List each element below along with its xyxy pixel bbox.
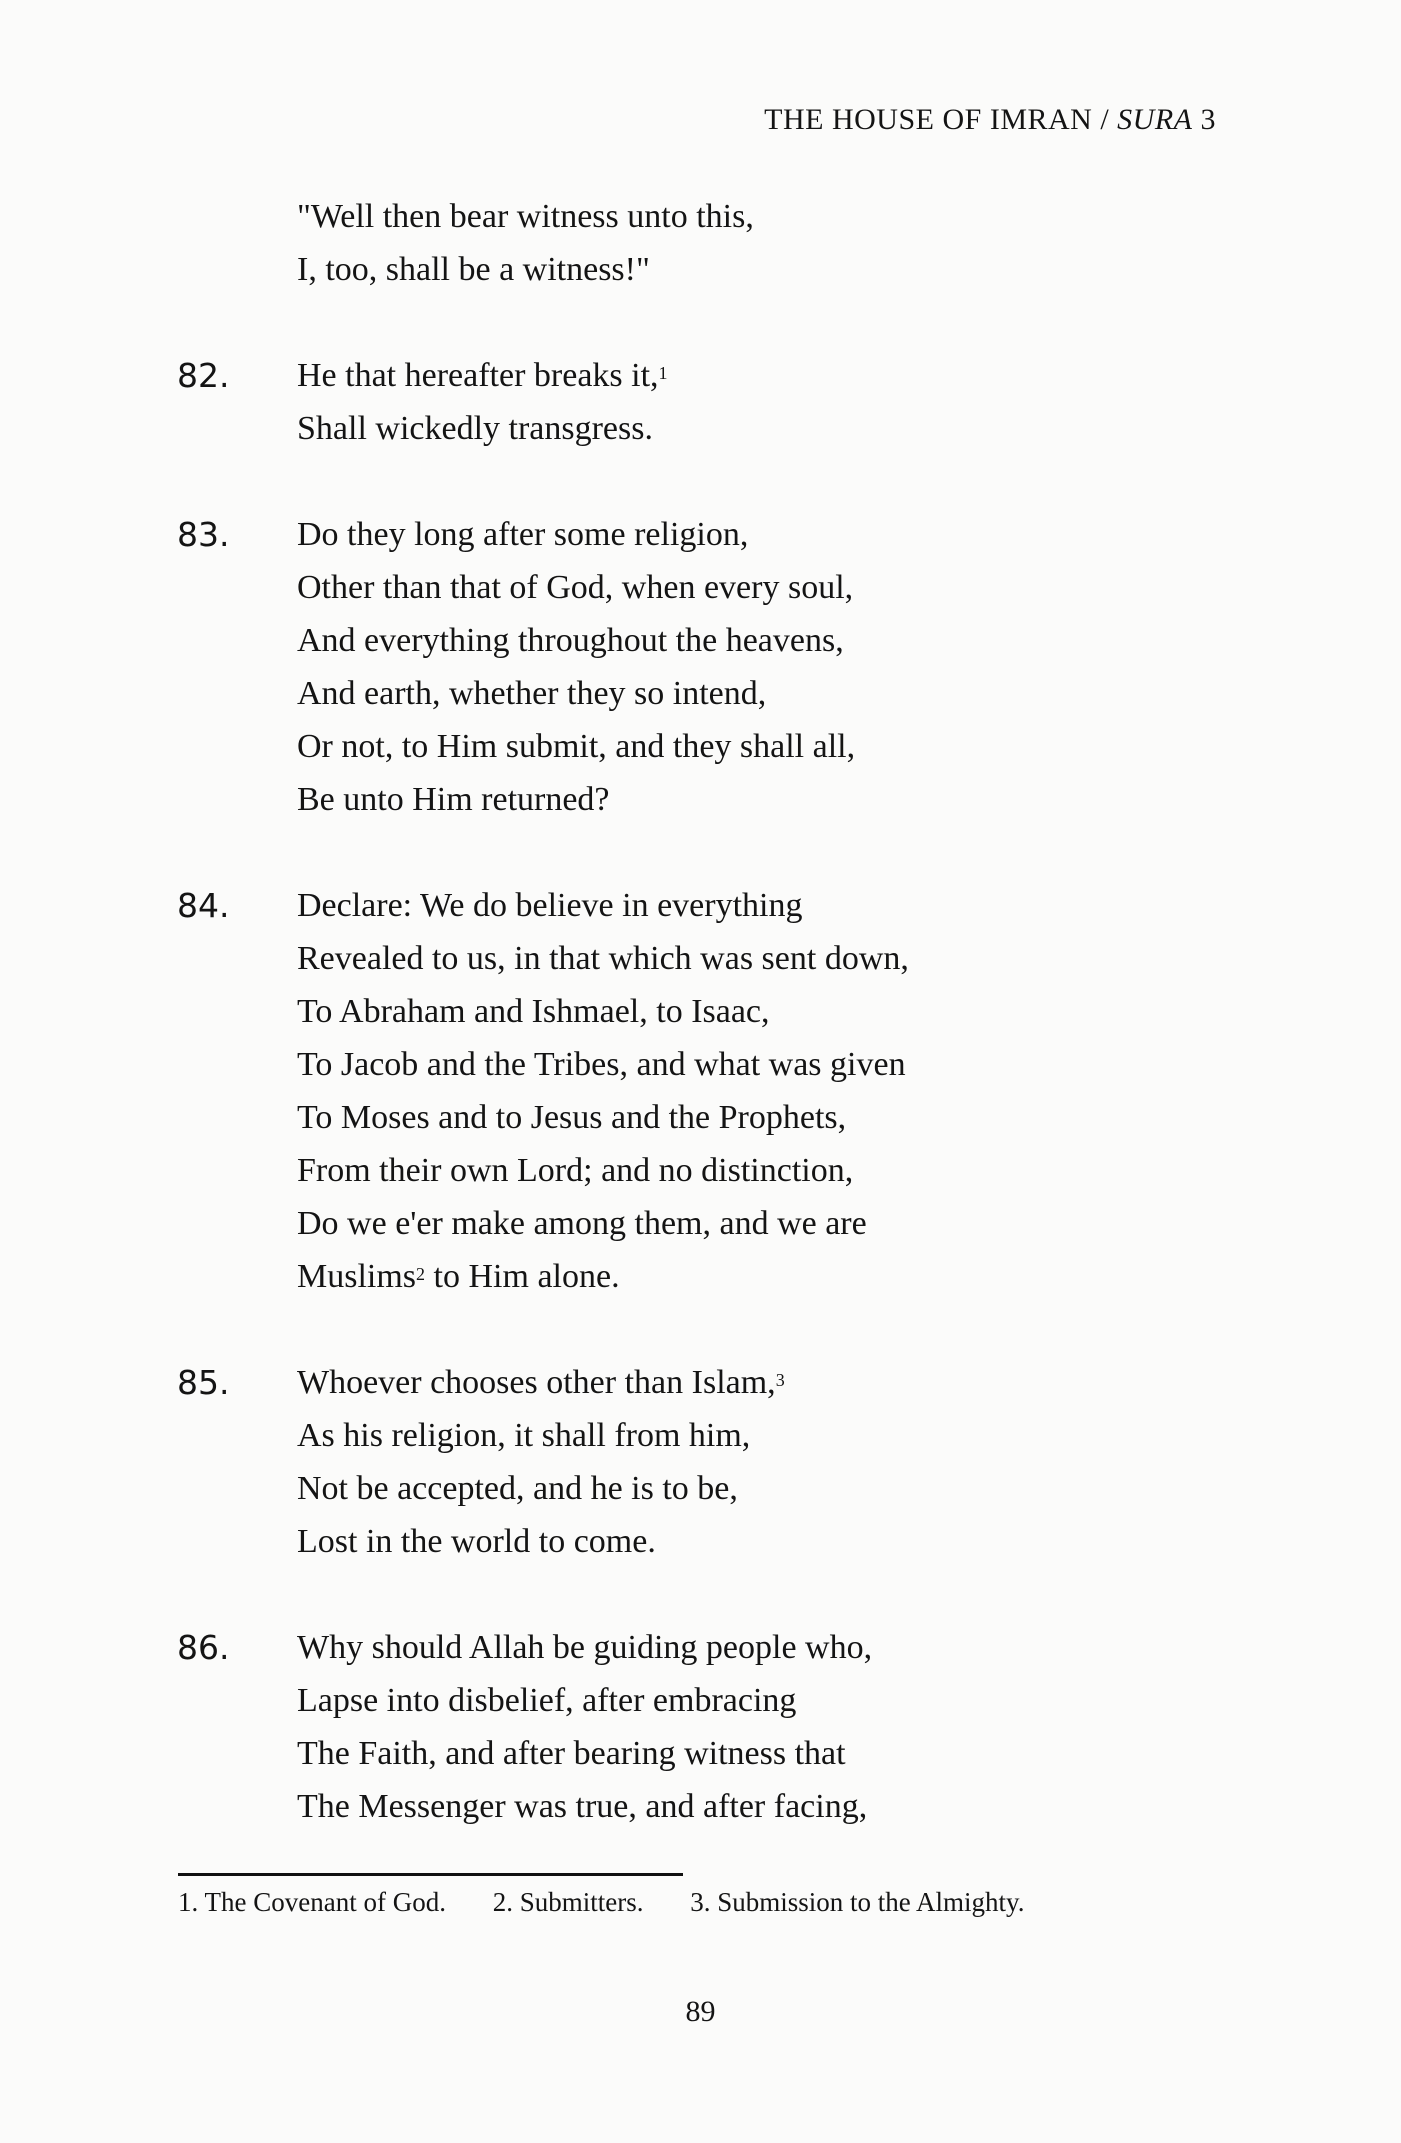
footnote-3: 3. Submission to the Almighty. <box>690 1887 1025 1917</box>
verse-line-text: to Him alone. <box>433 1258 620 1295</box>
verse-line-text: To Jacob and the Tribes, and what was given <box>297 1046 906 1083</box>
verse-line <box>297 1674 1401 1727</box>
footnote-rule <box>178 1873 683 1876</box>
verse-line-text: Revealed to us, in that which was sent down, <box>297 940 909 977</box>
verse-line <box>297 1409 1401 1462</box>
verse-line-text: Declare: We do believe in everything <box>297 887 803 924</box>
verse-line-text: Be unto Him returned? <box>297 781 610 818</box>
page-number: 89 <box>685 1995 716 2028</box>
verse-line-text: Lapse into disbelief, after embracing <box>297 1682 797 1719</box>
verse-line-text: Lost in the world to come. <box>297 1523 656 1560</box>
verse-line-text: "Well then bear witness unto this, <box>297 198 754 235</box>
verse-line <box>297 1038 1401 1091</box>
footnote-2: 2. Submitters. <box>492 1887 644 1917</box>
verse-line-text: From their own Lord; and no distinction, <box>297 1152 854 1189</box>
verse-line-text: As his religion, it shall from him, <box>297 1417 751 1454</box>
verse-line <box>297 1515 1401 1568</box>
verse-line-text: Not be accepted, and he is to be, <box>297 1470 738 1507</box>
verse-number: 83. <box>177 515 230 554</box>
verse-line <box>297 879 1401 932</box>
verse-line <box>297 985 1401 1038</box>
verse-line-text: To Moses and to Jesus and the Prophets, <box>297 1099 847 1136</box>
verse <box>0 1621 1401 1833</box>
verse-line-text: Shall wickedly transgress. <box>297 410 653 447</box>
verse-line-text: Do we e'er make among them, and we are <box>297 1205 867 1242</box>
verse-line-text: To Abraham and Ishmael, to Isaac, <box>297 993 770 1030</box>
verse-line <box>297 402 1401 455</box>
verse-line <box>297 1621 1401 1674</box>
verse <box>0 508 1401 826</box>
verse-line <box>297 349 1401 402</box>
header-sura-number: 3 <box>1192 103 1216 136</box>
verse-line <box>297 243 1401 296</box>
verse-line-text: Do they long after some religion, <box>297 516 749 553</box>
verse-line <box>297 1356 1401 1409</box>
verse-line <box>297 1462 1401 1515</box>
verse-line <box>297 614 1401 667</box>
verse-line <box>297 720 1401 773</box>
verse-line <box>297 667 1401 720</box>
verse-line <box>297 1144 1401 1197</box>
header-sura-label: SURA <box>1117 103 1193 136</box>
verse <box>0 879 1401 1303</box>
verse-line-text: He that hereafter breaks it, <box>297 357 659 394</box>
footnote-1: 1. The Covenant of God. <box>178 1887 446 1917</box>
verse-line-text: And everything throughout the heavens, <box>297 622 844 659</box>
verse-line <box>297 1727 1401 1780</box>
verse-line-text: Whoever chooses other than Islam, <box>297 1364 776 1401</box>
verse-line-text: Or not, to Him submit, and they shall all, <box>297 728 856 765</box>
verse-line-text: And earth, whether they so intend, <box>297 675 767 712</box>
verse-line-text: The Faith, and after bearing witness that <box>297 1735 846 1772</box>
verse-line <box>297 1091 1401 1144</box>
footnotes <box>178 1887 1065 1918</box>
verse-line <box>297 1250 1401 1303</box>
footnote-marker: 3 <box>775 1370 785 1390</box>
verse-line <box>297 1197 1401 1250</box>
verse-line <box>297 561 1401 614</box>
verse <box>0 190 1401 296</box>
running-header <box>764 103 1216 137</box>
verse-line-text: The Messenger was true, and after facing, <box>297 1788 868 1825</box>
verse-number: 86. <box>177 1628 230 1667</box>
footnote-marker: 1 <box>658 363 668 383</box>
verse-number: 84. <box>177 886 230 925</box>
verse <box>0 349 1401 455</box>
verse-line-text: Muslims <box>297 1258 417 1295</box>
verse-line-text: I, too, shall be a witness!" <box>297 251 650 288</box>
verse-line <box>297 508 1401 561</box>
verse-number: 85. <box>177 1363 230 1402</box>
verse-line-text: Other than that of God, when every soul, <box>297 569 854 606</box>
verse <box>0 1356 1401 1568</box>
verse-list <box>0 190 1401 1886</box>
footnote-marker: 2 <box>416 1264 426 1284</box>
verse-line <box>297 1780 1401 1833</box>
verse-number: 82. <box>177 356 230 395</box>
verse-line-text: Why should Allah be guiding people who, <box>297 1629 873 1666</box>
verse-line <box>297 190 1401 243</box>
verse-line <box>297 932 1401 985</box>
verse-line <box>297 773 1401 826</box>
header-title: THE HOUSE OF IMRAN / <box>764 103 1118 136</box>
